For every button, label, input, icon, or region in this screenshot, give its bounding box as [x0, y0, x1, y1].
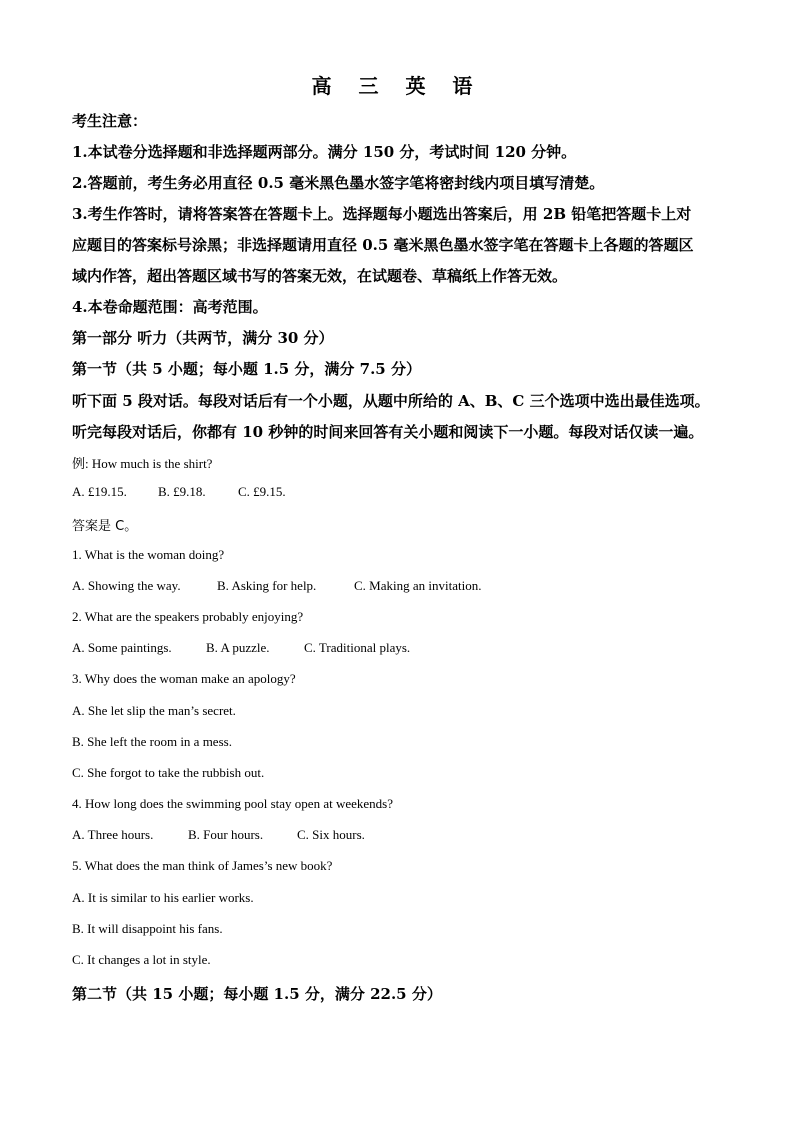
example-options: [72, 484, 286, 500]
question-2-options: [72, 640, 410, 656]
notice-item: 3.考生作答时，请将答案答在答题卡上。选择题每小题选出答案后，用 2B 铅笔把答题卡上对: [72, 205, 692, 223]
notice-item: 4.本卷命题范围：高考范围。: [72, 298, 268, 316]
part1-heading: 第一部分 听力（共两节，满分 30 分）: [72, 329, 334, 347]
question-4-options: [72, 827, 365, 843]
notice-item: 1.本试卷分选择题和非选择题两部分。满分 150 分，考试时间 120 分钟。: [72, 143, 577, 161]
question-2: 2. What are the speakers probably enjoying?: [72, 609, 304, 624]
question-5: 5. What does the man think of James’s new book?: [72, 858, 333, 873]
option-a: A. Some paintings.: [72, 640, 172, 655]
option-a: A. She let slip the man’s secret.: [72, 703, 236, 718]
example-option-c: C. £9.15.: [238, 484, 286, 499]
option-a: A. Showing the way.: [72, 578, 181, 593]
notice-heading: 考生注意：: [72, 112, 148, 130]
option-a: A. Three hours.: [72, 827, 154, 842]
example-option-b: B. £9.18.: [158, 484, 206, 499]
instruction-line: 听完每段对话后，你都有 10 秒钟的时间来回答有关小题和阅读下一小题。每段对话仅读一遍。: [72, 423, 704, 441]
example-option-a: A. £19.15.: [72, 484, 127, 499]
option-c: C. Traditional plays.: [304, 640, 411, 655]
option-c: C. It changes a lot in style.: [72, 952, 211, 967]
option-b: B. A puzzle.: [206, 640, 270, 655]
section1-heading: 第一节（共 5 小题；每小题 1.5 分，满分 7.5 分）: [72, 360, 421, 378]
notice-item: 2.答题前，考生务必用直径 0.5 毫米黑色墨水签字笔将密封线内项目填写清楚。: [72, 174, 605, 192]
instruction-line: 听下面 5 段对话。每段对话后有一个小题，从题中所给的 A、B、C 三个选项中选出最佳选项。: [72, 392, 710, 410]
option-b: B. She left the room in a mess.: [72, 734, 232, 749]
page-title: 高 三 英 语: [311, 74, 483, 98]
option-a: A. It is similar to his earlier works.: [72, 890, 254, 905]
section2-heading: 第二节（共 15 小题；每小题 1.5 分，满分 22.5 分）: [72, 985, 442, 1003]
example-answer: 答案是 C。: [72, 519, 138, 534]
notice-item: 应题目的答案标号涂黑；非选择题请用直径 0.5 毫米黑色墨水签字笔在答题卡上各题的答题区: [72, 236, 694, 254]
option-c: C. Six hours.: [297, 827, 365, 842]
example-question: 例: How much is the shirt?: [72, 456, 213, 471]
question-3: 3. Why does the woman make an apology?: [72, 671, 296, 686]
question-1-options: [72, 578, 481, 594]
notice-item: 域内作答，超出答题区域书写的答案无效，在试题卷、草稿纸上作答无效。: [72, 267, 568, 285]
option-b: B. Asking for help.: [217, 578, 317, 593]
question-1: 1. What is the woman doing?: [72, 547, 225, 562]
option-b: B. Four hours.: [188, 827, 264, 842]
option-b: B. It will disappoint his fans.: [72, 921, 223, 936]
question-4: 4. How long does the swimming pool stay open at weekends?: [72, 796, 393, 811]
option-c: C. Making an invitation.: [354, 578, 482, 593]
option-c: C. She forgot to take the rubbish out.: [72, 765, 265, 780]
